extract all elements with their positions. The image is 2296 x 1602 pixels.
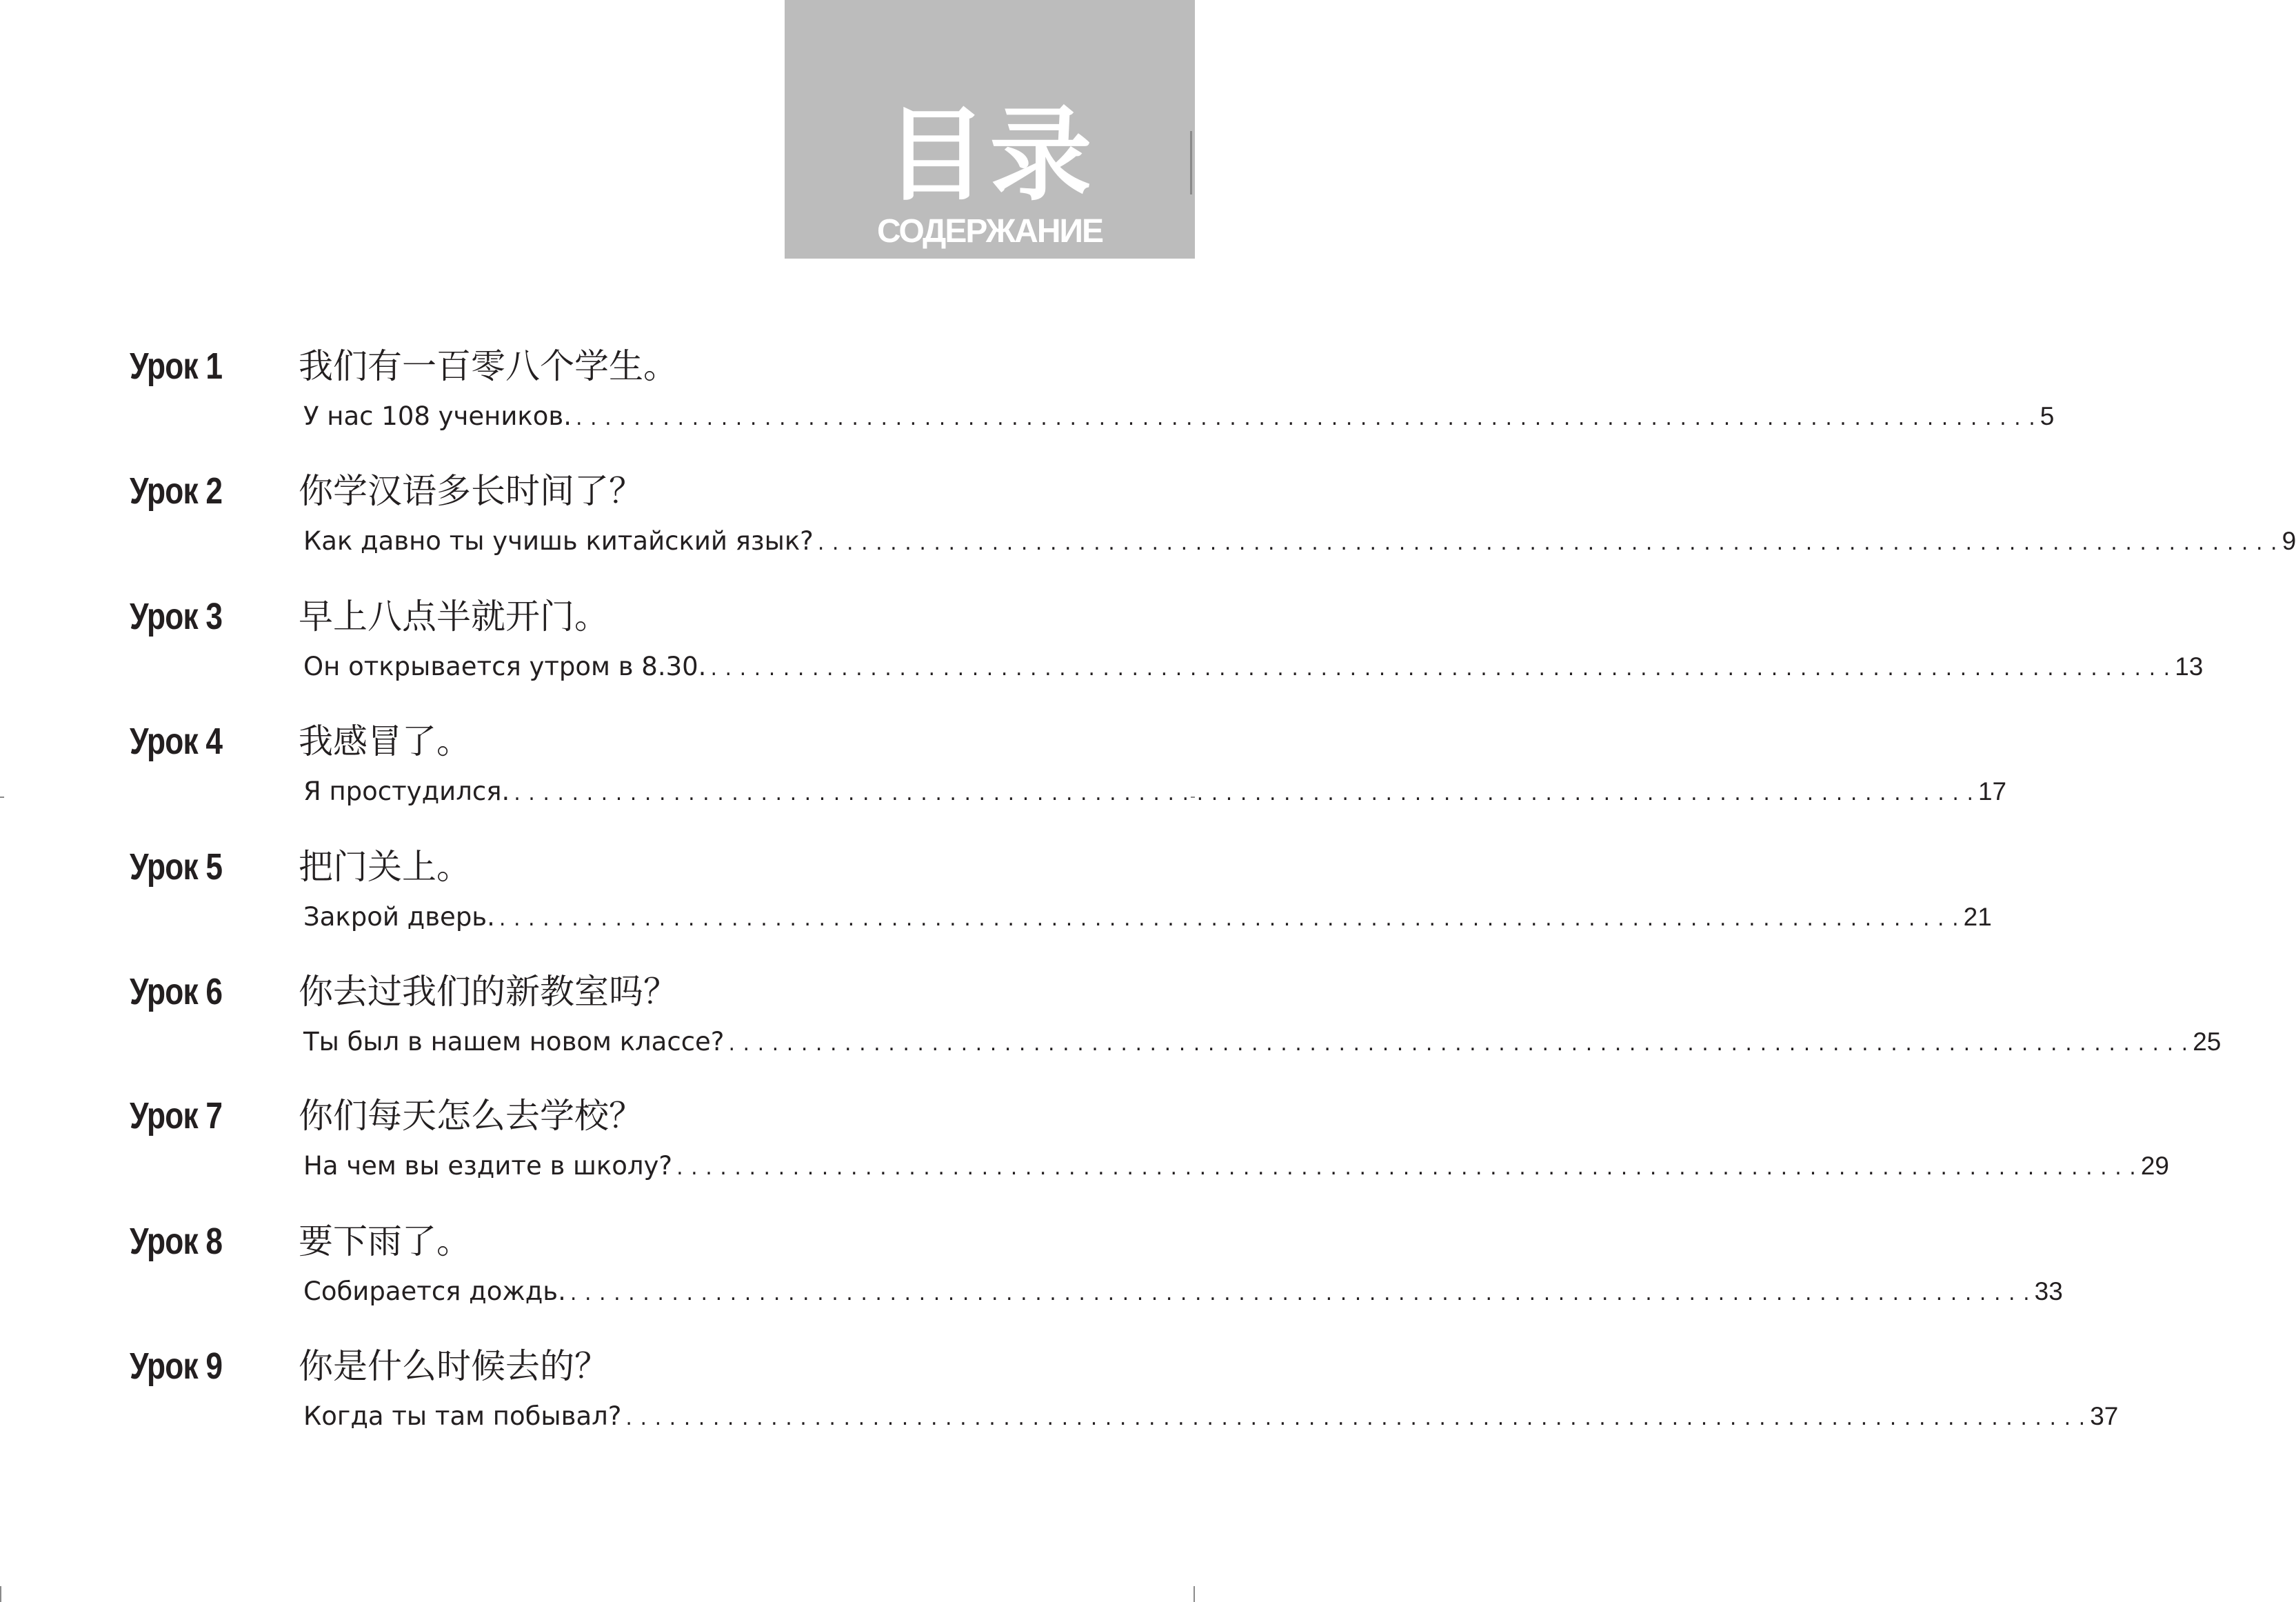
lesson-label: Урок 1 xyxy=(130,346,223,387)
contents-title-cn: 目录 xyxy=(885,96,1095,214)
lesson-title-ru: Он открывается утром в 8.30. xyxy=(303,652,707,681)
toc-entry-1[interactable] xyxy=(0,342,2055,459)
page-number: 17 xyxy=(1977,777,2007,805)
dot-leader: . . . . . . . . . . . . . . . . . . . . . . . . . . . . . . . . . . . . . . . . . . . . . . . . . . . . . . . . . . . . . . . . . . . . . . . . . . . . . . . . . . . . . . . . . . . . . . . . . . . . . xyxy=(710,657,2171,681)
dot-leader: . . . . . . . . . . . . . . . . . . . . . . . . . . . . . . . . . . . . . . . . . . . . . . . . . . . . . . . . . . . . . . . . . . . . . . . . . . . . . . . . . . . . . . . . . . . . . . . . . . . . . xyxy=(499,907,1960,931)
contents-title-ru: СОДЕРЖАНИЕ xyxy=(877,213,1102,250)
toc-entry-8[interactable] xyxy=(0,1217,2063,1334)
page-number: 25 xyxy=(2193,1028,2222,1056)
lesson-title-ru: Когда ты там побывал? xyxy=(303,1401,622,1431)
lesson-title-ru-line xyxy=(303,646,2204,688)
page-number: 37 xyxy=(2090,1402,2119,1430)
dot-leader: . . . . . . . . . . . . . . . . . . . . . . . . . . . . . . . . . . . . . . . . . . . . . . . . . . . . . . . . . . . . . . . . . . . . . . . . . . . . . . . . . . . . . . . . . . . . . . . . . . . . . xyxy=(728,1032,2189,1056)
lesson-title-cn: 要下雨了。 xyxy=(299,1221,471,1261)
lesson-title-ru-line xyxy=(303,1271,2063,1312)
toc-entry-2[interactable] xyxy=(0,467,2296,584)
lesson-title-ru-line xyxy=(303,771,2007,812)
page-number: 9 xyxy=(2282,527,2296,555)
lesson-title-cn: 我感冒了。 xyxy=(299,721,471,761)
lesson-title-ru-line xyxy=(303,897,1992,938)
lesson-title-ru-line xyxy=(303,1145,2169,1187)
dot-leader: . . . . . . . . . . . . . . . . . . . . . . . . . . . . . . . . . . . . . . . . . . . . . . . . . . . . . . . . . . . . . . . . . . . . . . . . . . . . . . . . . . . . . . . . . . . . . . . . . . . . . xyxy=(514,781,1974,805)
crop-mark xyxy=(1194,1586,1195,1602)
lesson-title-cn: 早上八点半就开门。 xyxy=(299,597,609,637)
lesson-title-cn: 你们每天怎么去学校？ xyxy=(299,1096,643,1136)
lesson-title-ru: Как давно ты учишь китайский язык? xyxy=(303,526,814,556)
dot-leader: . . . . . . . . . . . . . . . . . . . . . . . . . . . . . . . . . . . . . . . . . . . . . . . . . . . . . . . . . . . . . . . . . . . . . . . . . . . . . . . . . . . . . . . . . . . . . . . . . . . . . xyxy=(625,1406,2086,1430)
lesson-label: Урок 7 xyxy=(130,1095,223,1137)
page-number: 29 xyxy=(2140,1152,2169,1180)
toc-entry-7[interactable] xyxy=(0,1092,2169,1209)
lesson-label: Урок 2 xyxy=(130,470,223,512)
lesson-title-cn: 我们有一百零八个学生。 xyxy=(299,346,678,386)
page-number: 13 xyxy=(2175,652,2204,681)
lesson-title-ru: У нас 108 учеников. xyxy=(303,401,572,431)
lesson-title-cn: 把门关上。 xyxy=(299,847,471,887)
dot-leader: . . . . . . . . . . . . . . . . . . . . . . . . . . . . . . . . . . . . . . . . . . . . . . . . . . . . . . . . . . . . . . . . . . . . . . . . . . . . . . . . . . . . . . . . . . . . . . . . . . . . . xyxy=(570,1281,2031,1305)
page-number: 33 xyxy=(2034,1277,2063,1305)
lesson-title-cn: 你去过我们的新教室吗？ xyxy=(299,972,678,1012)
lesson-title-cn: 你学汉语多长时间了？ xyxy=(299,471,643,511)
lesson-label: Урок 3 xyxy=(130,596,223,637)
crop-mark xyxy=(0,1586,1,1602)
dot-leader: . . . . . . . . . . . . . . . . . . . . . . . . . . . . . . . . . . . . . . . . . . . . . . . . . . . . . . . . . . . . . . . . . . . . . . . . . . . . . . . . . . . . . . . . . . . . . . . . . . . . . xyxy=(575,406,2036,430)
dot-leader: . . . . . . . . . . . . . . . . . . . . . . . . . . . . . . . . . . . . . . . . . . . . . . . . . . . . . . . . . . . . . . . . . . . . . . . . . . . . . . . . . . . . . . . . . . . . . . . . . . . . . xyxy=(676,1156,2137,1180)
lesson-title-ru-line xyxy=(303,396,2055,437)
toc-entry-4[interactable] xyxy=(0,717,2007,834)
lesson-title-ru: Я простудился. xyxy=(303,777,510,806)
lesson-label: Урок 4 xyxy=(130,721,223,762)
lesson-label: Урок 9 xyxy=(130,1345,223,1387)
lesson-label: Урок 5 xyxy=(130,846,223,888)
crop-mark xyxy=(1190,131,1192,194)
lesson-title-ru: Закрой дверь. xyxy=(303,902,495,932)
lesson-title-ru-line xyxy=(303,1021,2222,1063)
page-number: 21 xyxy=(1963,903,1992,931)
toc-entry-9[interactable] xyxy=(0,1342,2119,1459)
lesson-label: Урок 8 xyxy=(130,1221,223,1262)
lesson-title-ru-line xyxy=(303,521,2296,562)
lesson-title-ru: Ты был в нашем новом классе? xyxy=(303,1027,725,1057)
page-number: 5 xyxy=(2040,402,2055,430)
toc-entry-6[interactable] xyxy=(0,968,2222,1085)
contents-header xyxy=(785,0,1195,259)
toc-entry-3[interactable] xyxy=(0,592,2204,710)
lesson-title-ru-line xyxy=(303,1396,2119,1437)
lesson-label: Урок 6 xyxy=(130,971,223,1012)
lesson-title-ru: На чем вы ездите в школу? xyxy=(303,1151,673,1181)
lesson-title-cn: 你是什么时候去的？ xyxy=(299,1346,609,1386)
dot-leader: . . . . . . . . . . . . . . . . . . . . . . . . . . . . . . . . . . . . . . . . . . . . . . . . . . . . . . . . . . . . . . . . . . . . . . . . . . . . . . . . . . . . . . . . . . . . . . . . . . . . . xyxy=(817,531,2278,555)
lesson-title-ru: Собирается дождь. xyxy=(303,1276,566,1306)
toc-entry-5[interactable] xyxy=(0,843,1992,960)
